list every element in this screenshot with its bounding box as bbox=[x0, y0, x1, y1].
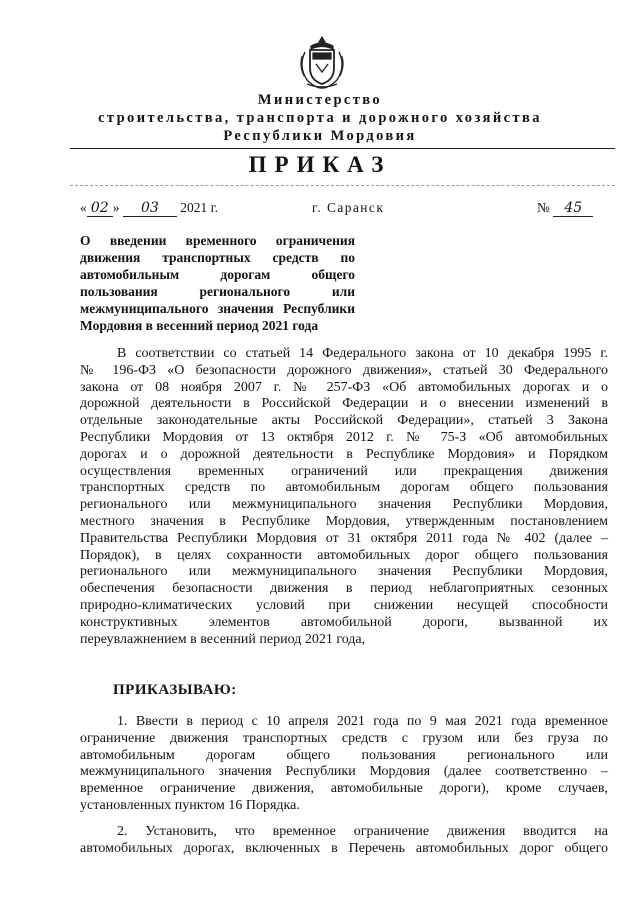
preamble-line: обеспечения безопасности движения в период неблагоприятных сезонных bbox=[80, 581, 608, 597]
preamble-line: отдельные законодательные акты Российской Федерации», статьей 3 Закона bbox=[80, 413, 608, 429]
preamble-line: осуществления временных ограничений или прекращения движения bbox=[80, 463, 608, 479]
document-city: г. Саранск bbox=[312, 200, 385, 215]
preamble-line: дорожной деятельности в Российской Федерации и о внесении изменений в bbox=[80, 396, 608, 412]
document-date bbox=[80, 200, 218, 217]
preamble-line: дорогах и о дорожной деятельности в Республике Мордовия» и Порядком bbox=[80, 446, 608, 462]
item-line: ограничение движения транспортных средств с грузом или без груза по bbox=[80, 730, 608, 746]
ministry-name-line-3: Республики Мордовия bbox=[223, 128, 417, 144]
item-line: установленных пунктом 16 Порядка. bbox=[80, 797, 300, 813]
date-quote-open: « bbox=[80, 200, 87, 215]
number-value: 45 bbox=[553, 200, 593, 217]
preamble-line: переувлажнением в весенний период 2021 года, bbox=[80, 631, 366, 647]
item-line: межмуниципального значения Республики Мордовия (далее соответственно – bbox=[80, 764, 608, 780]
number-prefix: № bbox=[537, 200, 550, 215]
preamble-line: местного значения в Республике Мордовия, утвержденным постановлением bbox=[80, 513, 608, 529]
preamble-line: транспортных средств по автомобильным дорогам общего пользования bbox=[80, 480, 608, 496]
document-subject bbox=[80, 232, 355, 334]
preamble-line: № 196-ФЗ «О безопасности дорожного движения», статьей 30 Федерального bbox=[80, 362, 608, 378]
preamble-line: В соответствии со статьей 14 Федерального закона от 10 декабря 1995 г. bbox=[117, 346, 608, 361]
date-quote-close: » bbox=[112, 200, 120, 215]
item-line: 2. Установить, что временное ограничение движения вводится на bbox=[117, 824, 608, 839]
preamble-line: Порядок), в целях сохранности автомобильных дорог общего пользования bbox=[80, 547, 608, 563]
item-line: временное ограничение движения, автомобильные дороги), кроме случаев, bbox=[80, 781, 608, 797]
date-year: 2021 г. bbox=[180, 200, 219, 215]
order-item-1 bbox=[80, 714, 608, 815]
preamble-line: Республики Мордовия от 13 октября 2012 г. № 75-З «Об автомобильных bbox=[80, 429, 608, 445]
subject-line: межмуниципального значения Республики bbox=[80, 301, 355, 316]
header-divider bbox=[70, 148, 615, 149]
ministry-name-line-1: Министерство bbox=[257, 92, 383, 108]
document-title: ПРИКАЗ bbox=[248, 152, 392, 177]
subject-line: О введении временного ограничения bbox=[80, 233, 355, 248]
date-month: 03 bbox=[123, 200, 177, 217]
document-number bbox=[537, 200, 593, 217]
item-line: 1. Ввести в период с 10 апреля 2021 года по 9 мая 2021 года временное bbox=[117, 714, 608, 729]
subject-line: движения транспортных средств по bbox=[80, 250, 355, 265]
preamble-line: конструктивных элементов автомобильной дороги, вызванной их bbox=[80, 614, 608, 630]
item-line: автомобильным дорогам общего пользования регионального или bbox=[80, 747, 608, 763]
subject-line: пользования регионального или bbox=[80, 284, 355, 299]
order-item-2 bbox=[80, 824, 608, 858]
preamble-line: регионального или межмуниципального значения Республики Мордовия, bbox=[80, 497, 608, 513]
item-line: автомобильных дорогах, включенных в Перечень автомобильных дорог общего bbox=[80, 840, 608, 856]
preamble-line: регионального или межмуниципального значения Республики Мордовия, bbox=[80, 564, 608, 580]
preamble-line: закона от 08 ноября 2007 г. № 257-ФЗ «Об автомобильных дорогах и о bbox=[80, 379, 608, 395]
preamble-line: Правительства Республики Мордовия от 31 октября 2011 года № 402 (далее – bbox=[80, 530, 608, 546]
ministry-name-line-2: строительства, транспорта и дорожного хозяйства bbox=[98, 110, 542, 126]
title-divider bbox=[70, 185, 615, 186]
preamble-line: природно-климатических условий при снижении несущей способности bbox=[80, 597, 608, 613]
subject-line: автомобильным дорогам общего bbox=[80, 267, 355, 282]
preamble-paragraph bbox=[80, 346, 608, 648]
coat-of-arms-icon bbox=[295, 34, 349, 90]
subject-line: Мордовия в весенний период 2021 года bbox=[80, 318, 319, 333]
order-heading: ПРИКАЗЫВАЮ: bbox=[113, 682, 237, 698]
date-day: 02 bbox=[87, 200, 113, 217]
